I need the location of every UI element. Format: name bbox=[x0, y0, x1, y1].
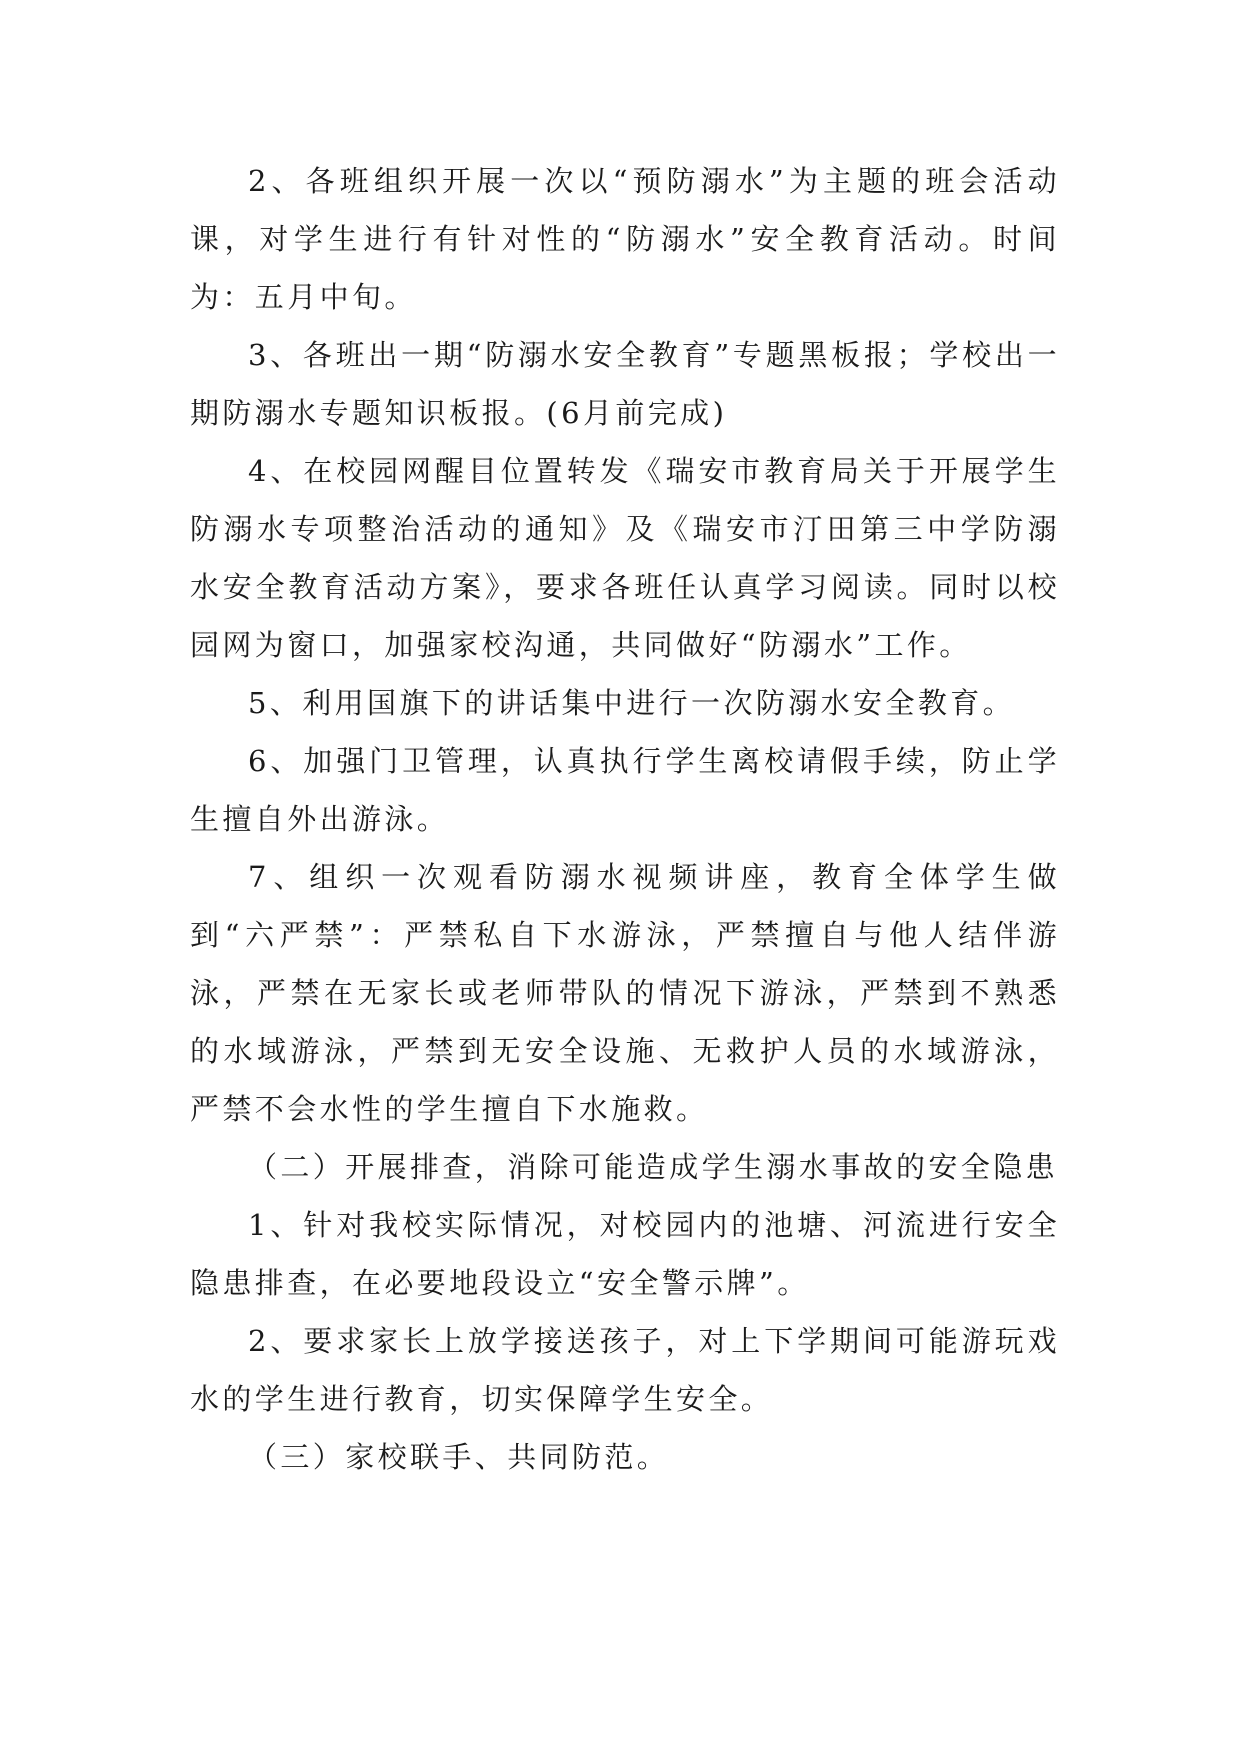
paragraph-six-prohibitions: 7、组织一次观看防溺水视频讲座，教育全体学生做到“六严禁”：严禁私自下水游泳，严禁擅自与他人结伴游泳，严禁在无家长或老师带队的情况下游泳，严禁到不熟悉的水域游泳，严禁到无安全设施、无救护人员的水域游泳，严禁不会水性的学生擅自下水施救。 bbox=[190, 860, 1060, 1126]
section-heading-inspection: （二）开展排查，消除可能造成学生溺水事故的安全隐患 bbox=[248, 1150, 1059, 1184]
paragraph-flag-speech: 5、利用国旗下的讲话集中进行一次防溺水安全教育。 bbox=[248, 686, 1016, 720]
paragraph-class-meeting: 2、各班组织开展一次以“预防溺水”为主题的班会活动课，对学生进行有针对性的“防溺水”安全教育活动。时间为：五月中旬。 bbox=[190, 164, 1060, 314]
section-heading-home-school: （三）家校联手、共同防范。 bbox=[248, 1440, 670, 1474]
paragraph-hazard-check: 1、针对我校实际情况，对校园内的池塘、河流进行安全隐患排查，在必要地段设立“安全警示牌”。 bbox=[190, 1208, 1060, 1300]
paragraph-website: 4、在校园网醒目位置转发《瑞安市教育局关于开展学生防溺水专项整治活动的通知》及《瑞安市汀田第三中学防溺水安全教育活动方案》，要求各班任认真学习阅读。同时以校园网为窗口，加强家校沟通，共同做好“防溺水”工作。 bbox=[190, 454, 1060, 662]
paragraph-gate-management: 6、加强门卫管理，认真执行学生离校请假手续，防止学生擅自外出游泳。 bbox=[190, 744, 1060, 836]
paragraph-parent-pickup: 2、要求家长上放学接送孩子，对上下学期间可能游玩戏水的学生进行教育，切实保障学生安全。 bbox=[190, 1324, 1060, 1416]
paragraph-blackboard: 3、各班出一期“防溺水安全教育”专题黑板报；学校出一期防溺水专题知识板报。(6月前完成) bbox=[190, 338, 1060, 430]
document-body bbox=[190, 152, 1060, 1486]
